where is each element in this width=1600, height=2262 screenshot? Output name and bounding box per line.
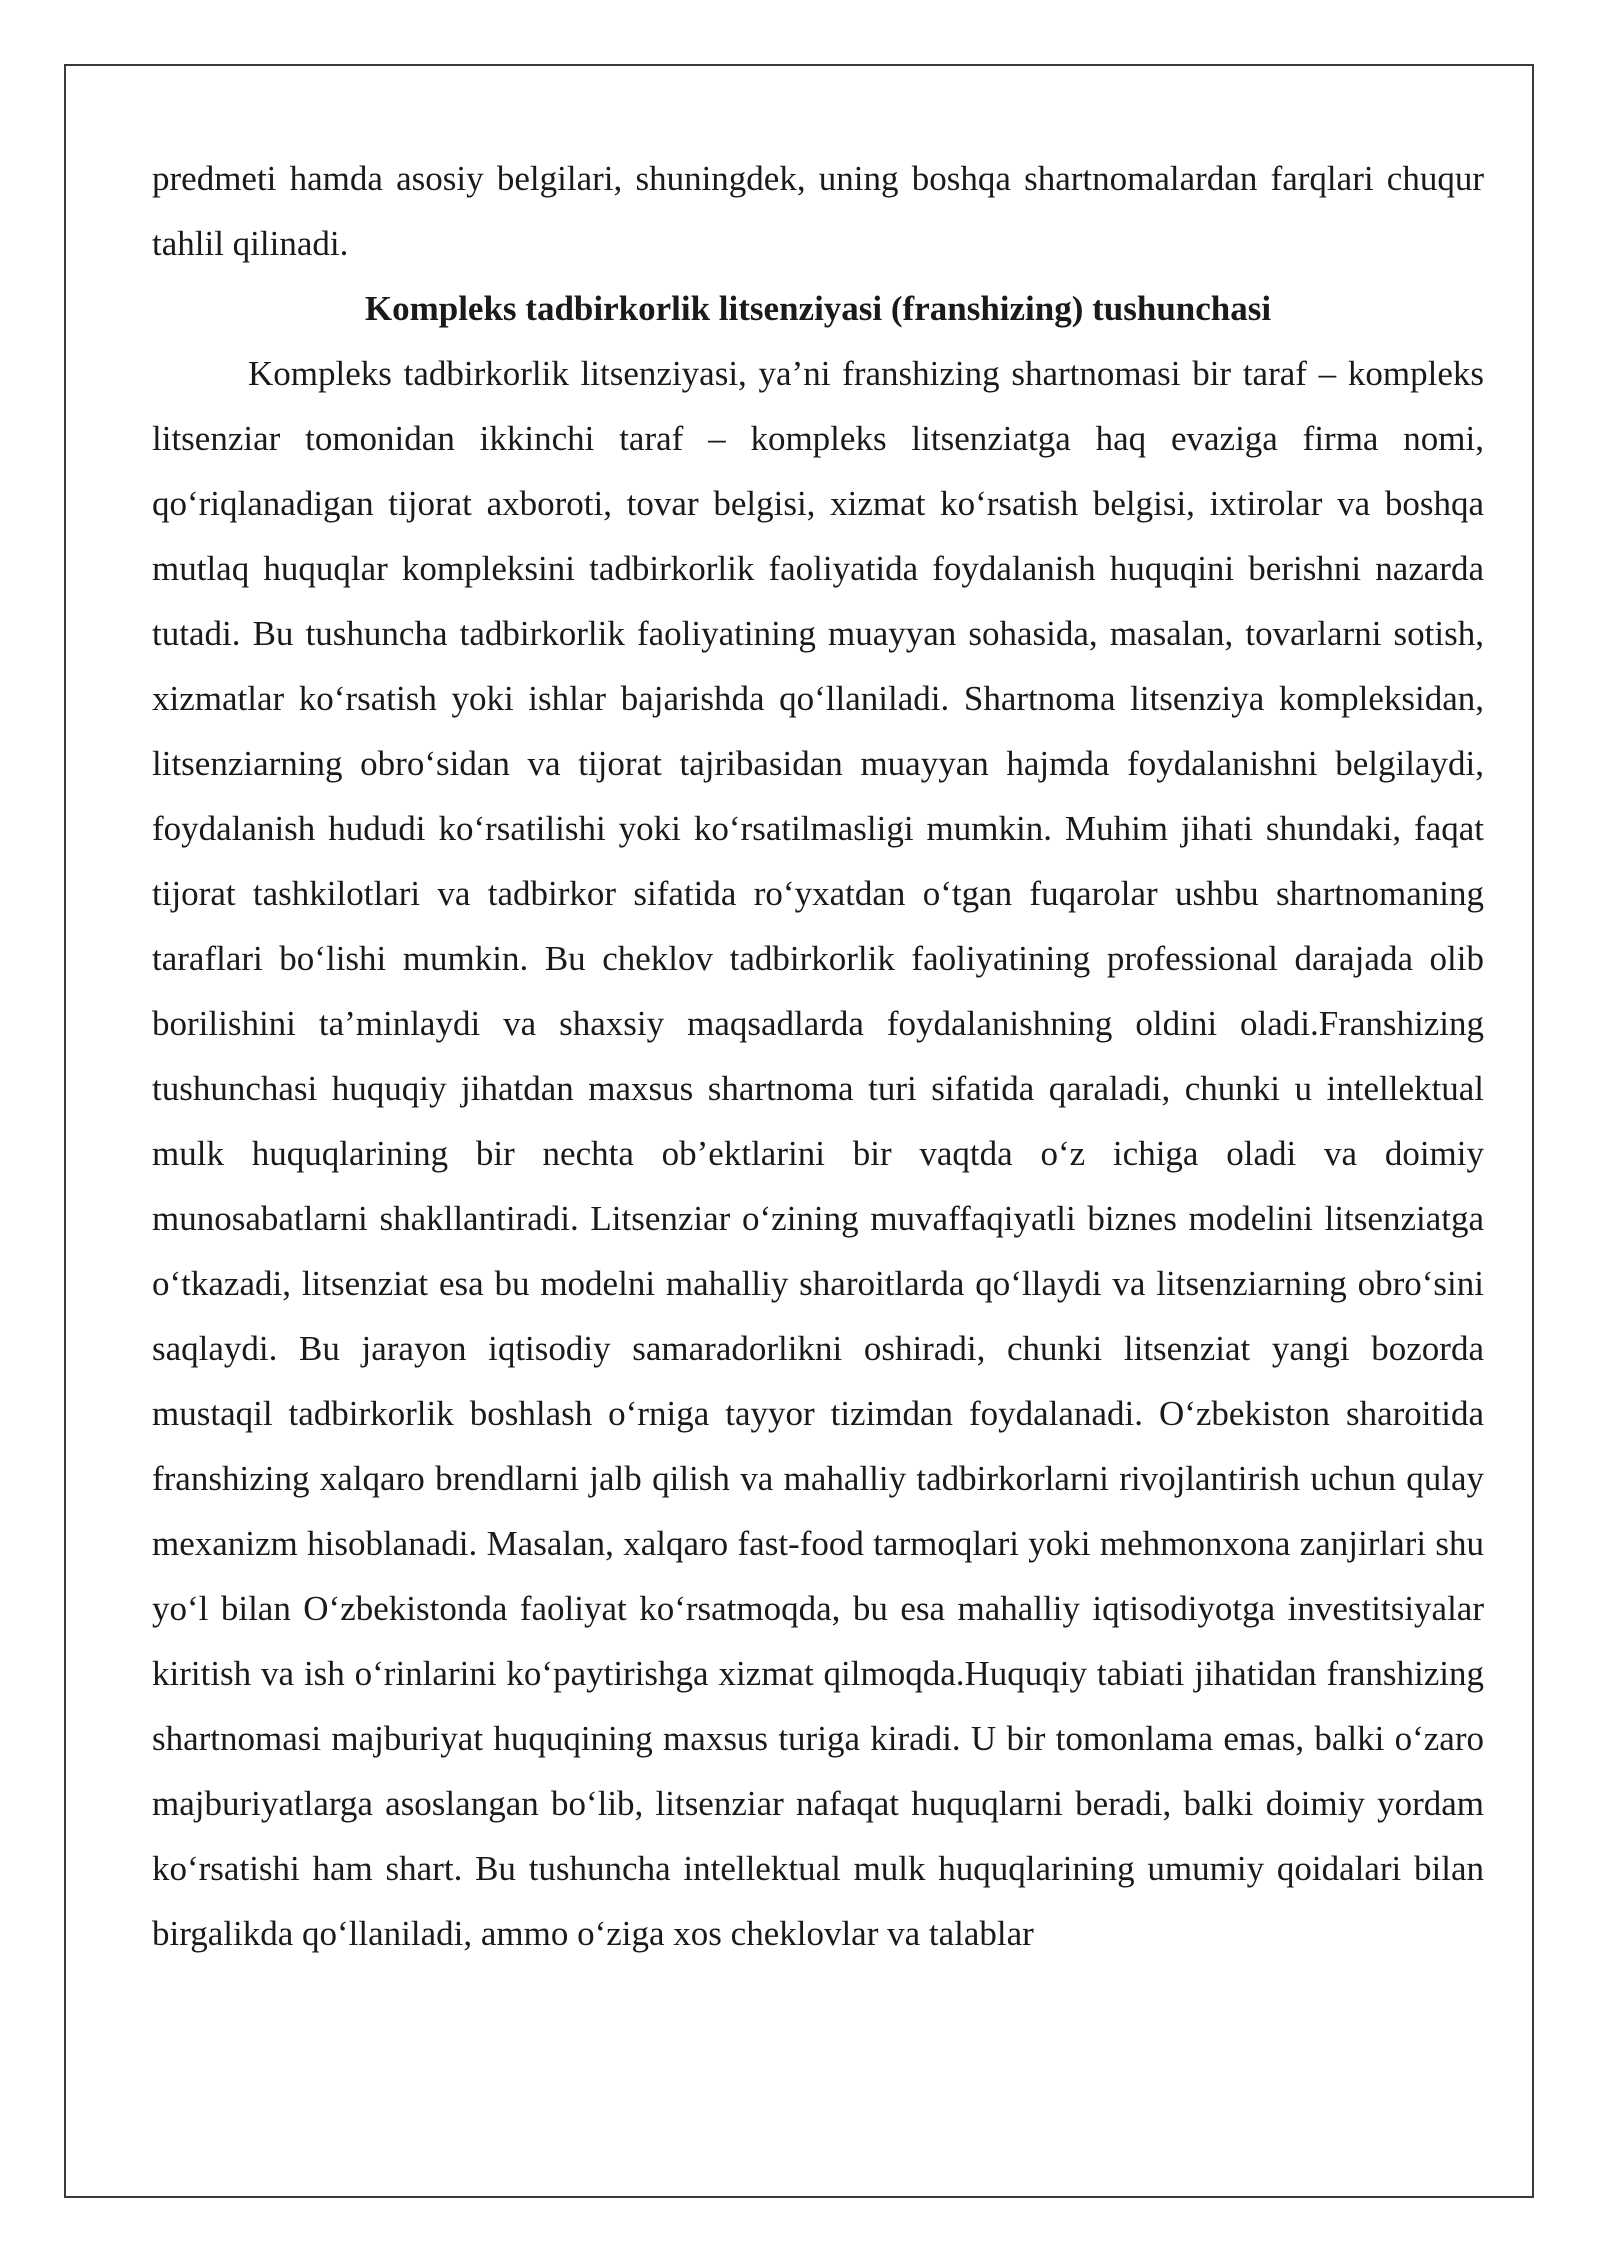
body-paragraph: Kompleks tadbirkorlik litsenziyasi, ya’ni franshizing shartnomasi bir taraf – kompleks litsenziar tomonidan ikkinchi taraf – kompleks litsenziatga haq evaziga firma nomi, qo‘riqlanadigan tijorat axboroti, tovar belgisi, xizmat ko‘rsatish belgisi, ixtirolar va boshqa mutlaq huquqlar kompleksini tadbirkorlik faoliyatida foydalanish huquqini berishni nazarda tutadi. Bu tushuncha tadbirkorlik faoliyatining muayyan sohasida, masalan, tovarlarni sotish, xizmatlar ko‘rsatish yoki ishlar bajarishda qo‘llaniladi. Shartnoma litsenziya kompleksidan, litsenziarning obro‘sidan va tijorat tajribasidan muayyan hajmda foydalanishni belgilaydi, foydalanish hududi ko‘rsatilishi yoki ko‘rsatilmasligi mumkin. Muhim jihati shundaki, faqat tijorat tashkilotlari va tadbirkor sifatida ro‘yxatdan o‘tgan fuqarolar ushbu shartnomaning taraflari bo‘lishi mumkin. Bu cheklov tadbirkorlik faoliyatining professional darajada olib borilishini ta’minlaydi va shaxsiy maqsadlarda foydalanishning oldini oladi.Franshizing tushunchasi huquqiy jihatdan maxsus shartnoma turi sifatida qaraladi, chunki u intellektual mulk huquqlarining bir nechta ob’ektlarini bir vaqtda o‘z ichiga oladi va doimiy munosabatlarni shakllantiradi. Litsenziar o‘zining muvaffaqiyatli biznes modelini litsenziatga o‘tkazadi, litsenziat esa bu modelni mahalliy sharoitlarda qo‘llaydi va litsenziarning obro‘sini saqlaydi. Bu jarayon iqtisodiy samaradorlikni oshiradi, chunki litsenziat yangi bozorda mustaqil tadbirkorlik boshlash o‘rniga tayyor tizimdan foydalanadi. O‘zbekiston sharoitida franshizing xalqaro brendlarni jalb qilish va mahalliy tadbirkorlarni rivojlantirish uchun qulay mexanizm hisoblanadi. Masalan, xalqaro fast-food tarmoqlari yoki mehmonxona zanjirlari shu yo‘l bilan O‘zbekistonda faoliyat ko‘rsatmoqda, bu esa mahalliy iqtisodiyotga investitsiyalar kiritish va ish o‘rinlarini ko‘paytirishga xizmat qilmoqda.Huquqiy tabiati jihatidan franshizing shartnomasi majburiyat huquqining maxsus turiga kiradi. U bir tomonlama emas, balki o‘zaro majburiyatlarga asoslangan bo‘lib, litsenziar nafaqat huquqlarni beradi, balki doimiy yordam ko‘rsatishi ham shart. Bu tushuncha intellektual mulk huquqlarining umumiy qoidalari bilan birgalikda qo‘llaniladi, ammo o‘ziga xos cheklovlar va talablar	[152, 354, 1484, 1953]
continuation-paragraph: predmeti hamda asosiy belgilari, shuningdek, uning boshqa shartnomalardan farqlari chuqur tahlil qilinadi.	[152, 159, 1484, 263]
document-body	[152, 146, 1484, 1966]
section-heading: Kompleks tadbirkorlik litsenziyasi (franshizing) tushunchasi	[364, 289, 1272, 328]
